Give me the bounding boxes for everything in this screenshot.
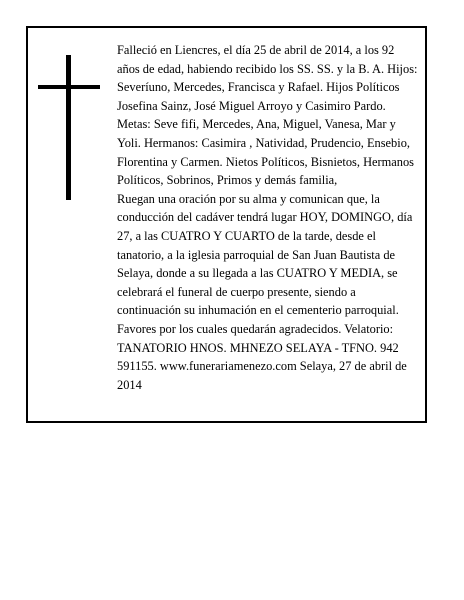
- obituary-paragraph-funeral: Ruegan una oración por su alma y comunican que, la conducción del cadáver tendrá lugar HOY, DOMINGO, día 27, a las CUATRO Y CUARTO de la tarde, desde el tanatorio, a la iglesia parroquial de San Juan Bautista de Selaya, donde a su llegada a las CUATRO Y MEDIA, se celebrará el funeral de cuerpo presente, siendo a continuación su inhumación en el cementerio parroquial. Favores por los cuales quedarán agradecidos. Velatorio: TANATORIO HNOS. MHNEZO SELAYA - TFNO. 942 591155. www.funerariamenezo.com Selaya, 27 de abril de 2014: [117, 191, 413, 392]
- obituary-notice: [26, 26, 427, 423]
- obituary-paragraph-family: Falleció en Liencres, el día 25 de abril de 2014, a los 92 años de edad, habiendo recibido los SS. SS. y la B. A. Hijos: Severíuno, Mercedes, Francisca y Rafael. Hijos Políticos Josefina Sainz, José Miguel Arroyo y Casimiro Pardo. Metas: Seve fifi, Mercedes, Ana, Miguel, Vanesa, Mar y Yoli. Hermanos: Casimira , Natividad, Prudencio, Ensebio, Florentina y Carmen. Nietos Políticos, Bisnietos, Hermanos Políticos, Sobrinos, Primos y demás familia,: [117, 43, 418, 188]
- cross-icon: [38, 55, 100, 200]
- cross-vertical-bar: [66, 55, 71, 200]
- cross-horizontal-bar: [38, 85, 100, 89]
- obituary-text: [117, 41, 419, 394]
